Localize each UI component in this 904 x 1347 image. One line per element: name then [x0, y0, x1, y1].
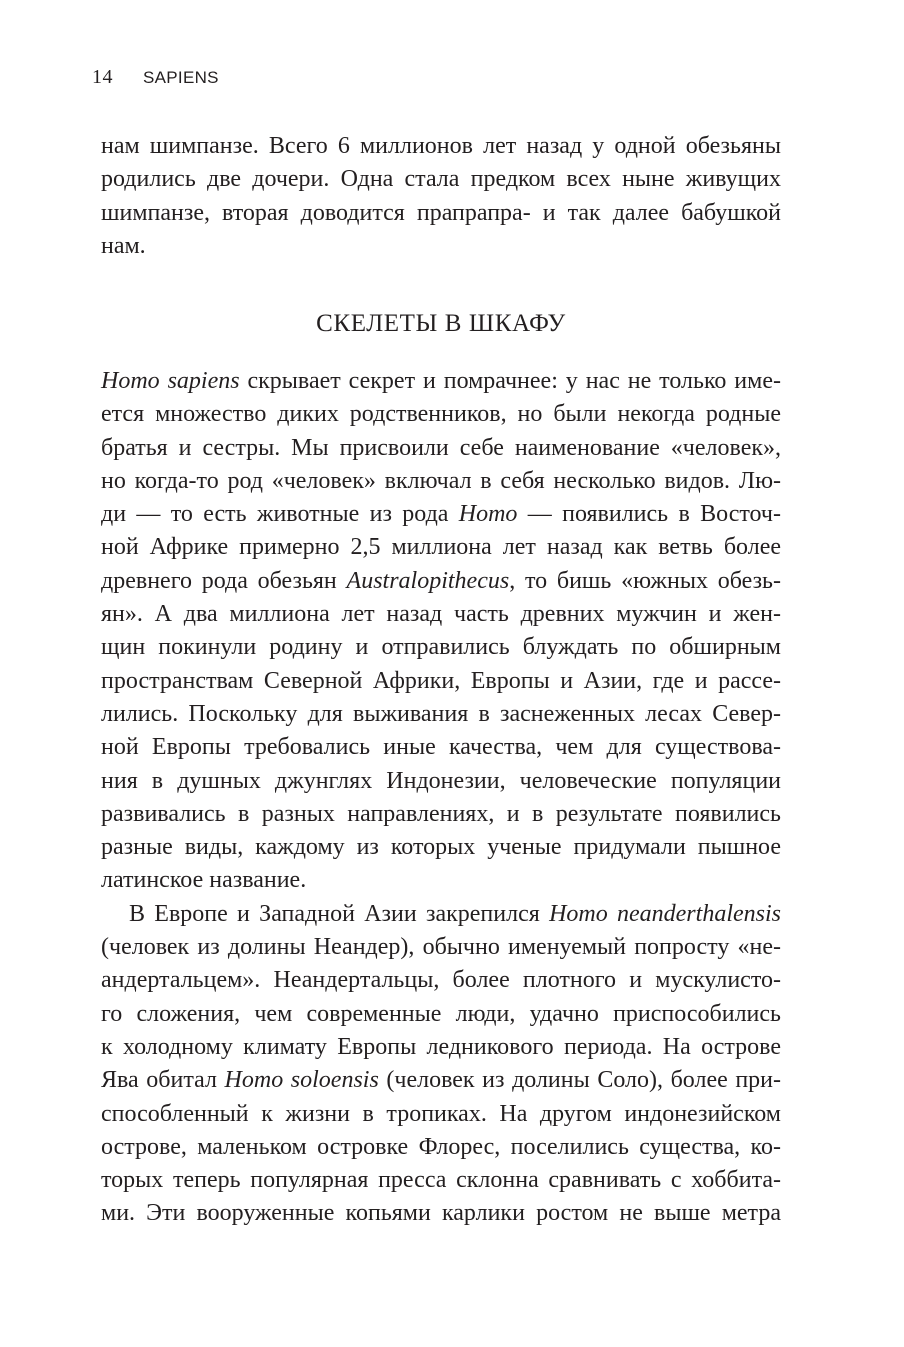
text-line	[101, 565, 781, 598]
italic-term: Australopithecus	[346, 567, 510, 594]
text-line: го сложения, чем современные люди, удачно приспособились	[101, 1000, 781, 1027]
text-line: торых теперь популярная пресса склонна сравнивать с хоббита-	[101, 1167, 781, 1194]
italic-term: Homo sapiens	[101, 368, 240, 394]
text-run: В Европе и Западной Азии закрепился	[129, 900, 550, 927]
text-line: нам шимпанзе. Всего 6 миллионов лет назад у одной обезьяны	[101, 133, 781, 159]
text-line: ной Африке примерно 2,5 миллиона лет назад как ветвь более	[101, 534, 781, 561]
text-line: нам.	[101, 232, 146, 259]
text-line: развивались в разных направлениях, и в результате появились	[101, 800, 781, 827]
text-line: но когда-то род «человек» включал в себя несколько видов. Лю-	[101, 467, 781, 494]
text-line: щин покинули родину и отправились блуждать по обширным	[101, 634, 781, 661]
text-run: , то бишь «южных обезь-	[509, 567, 781, 594]
text-line: ми. Эти вооруженные копьями карлики ростом не выше метра	[101, 1200, 781, 1227]
intro-paragraph	[101, 130, 781, 263]
paragraph-2	[101, 898, 781, 1231]
text-run: древнего рода обезьян	[101, 567, 347, 594]
text-run: Ява обитал	[101, 1067, 225, 1094]
page-number: 14	[92, 66, 113, 88]
text-line	[101, 498, 781, 531]
text-run: ди — то есть животные из рода	[101, 501, 459, 528]
text-line: (человек из долины Неандер), обычно именуемый попросту «не-	[101, 934, 781, 961]
text-line: андертальцем». Неандертальцы, более плотного и мускулисто-	[101, 967, 781, 994]
text-line: ется множество диких родственников, но были некогда родные	[101, 401, 781, 428]
text-line	[101, 365, 781, 398]
running-title: SAPIENS	[143, 68, 219, 87]
text-line	[101, 898, 781, 931]
text-line: ния в душных джунглях Индонезии, человеческие популяции	[101, 767, 781, 794]
text-run: скрывает секрет и помрачнее: у нас не только име-	[239, 368, 781, 394]
text-line: латинское название.	[101, 867, 307, 894]
text-line: к холодному климату Европы ледникового периода. На острове	[101, 1033, 781, 1060]
text-line: острове, маленьком островке Флорес, поселились существа, ко-	[101, 1133, 781, 1160]
text-line: шимпанзе, вторая доводится прапрапра- и так далее бабушкой	[101, 199, 781, 226]
main-text	[101, 365, 781, 1231]
text-line: родились две дочери. Одна стала предком всех ныне живущих	[101, 166, 781, 193]
text-line: разные виды, каждому из которых ученые придумали пышное	[101, 834, 781, 861]
text-line: ной Европы требовались иные качества, чем для существова-	[101, 734, 781, 761]
text-line: братья и сестры. Мы присвоили себе наименование «человек»,	[101, 434, 781, 461]
italic-term: Homo	[458, 501, 518, 528]
running-head	[92, 66, 219, 89]
text-run: (человек из долины Соло), более при-	[378, 1067, 782, 1094]
text-line	[101, 1064, 781, 1097]
text-line: способленный к жизни в тропиках. На другом индонезийском	[101, 1100, 781, 1127]
italic-term: Homo soloensis	[224, 1067, 379, 1094]
text-line: ян». А два миллиона лет назад часть древних мужчин и жен-	[101, 601, 781, 628]
text-line: лились. Поскольку для выживания в заснеженных лесах Север-	[101, 700, 781, 727]
text-line: пространствам Северной Африки, Европы и Азии, где и рассе-	[101, 667, 781, 694]
paragraph-1	[101, 365, 781, 898]
section-heading: СКЕЛЕТЫ В ШКАФУ	[316, 310, 566, 337]
text-run: — появились в Восточ-	[517, 501, 781, 528]
italic-term: Homo neanderthalensis	[549, 900, 781, 927]
